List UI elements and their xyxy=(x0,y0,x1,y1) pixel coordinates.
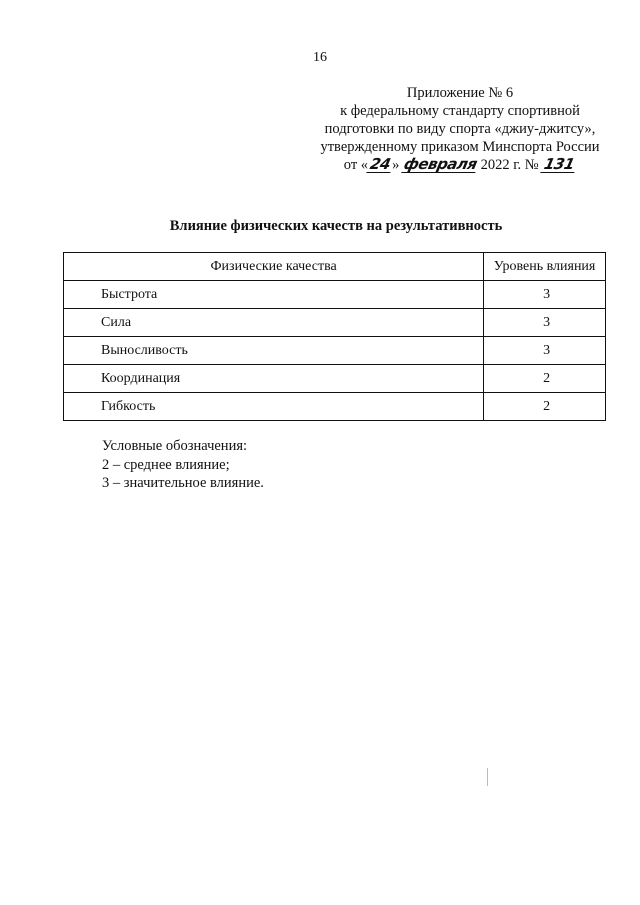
appendix-ref-line: утвержденному приказом Минспорта России xyxy=(320,139,600,155)
appendix-date-line xyxy=(300,156,620,174)
date-year: 2022 г. № xyxy=(480,157,539,173)
quality-cell: Сила xyxy=(64,309,484,337)
legend-heading: Условные обозначения: xyxy=(102,438,248,454)
quality-cell: Гибкость xyxy=(64,393,484,421)
date-prefix: от « xyxy=(343,157,369,173)
appendix-number: Приложение № 6 xyxy=(406,85,514,101)
table-row xyxy=(64,365,606,393)
level-cell: 3 xyxy=(484,309,606,337)
document-title: Влияние физических качеств на результативность xyxy=(169,218,503,234)
level-cell: 3 xyxy=(484,281,606,309)
table-row xyxy=(64,309,606,337)
page-number: 16 xyxy=(313,50,327,65)
handwritten-day: 24 xyxy=(366,157,393,173)
level-cell: 2 xyxy=(484,393,606,421)
handwritten-order-number: 131 xyxy=(541,157,578,173)
level-cell: 3 xyxy=(484,337,606,365)
table-row xyxy=(64,393,606,421)
qualities-table xyxy=(63,252,606,421)
level-cell: 2 xyxy=(484,365,606,393)
appendix-ref-line: к федеральному стандарту спортивной xyxy=(340,103,580,119)
table-row xyxy=(64,281,606,309)
scan-artifact xyxy=(487,768,488,786)
quality-cell: Быстрота xyxy=(64,281,484,309)
legend xyxy=(102,437,264,493)
appendix-header xyxy=(300,84,620,174)
column-header-level: Уровень влияния xyxy=(484,253,606,281)
date-separator: » xyxy=(392,157,400,173)
table-header-row xyxy=(64,253,606,281)
handwritten-month: февраля xyxy=(402,155,479,173)
quality-cell: Выносливость xyxy=(64,337,484,365)
legend-item: 3 – значительное влияние. xyxy=(102,475,264,491)
quality-cell: Координация xyxy=(64,365,484,393)
appendix-ref-line: подготовки по виду спорта «джиу-джитсу», xyxy=(324,121,596,137)
column-header-quality: Физические качества xyxy=(64,253,484,281)
legend-item: 2 – среднее влияние; xyxy=(102,456,230,473)
table-row xyxy=(64,337,606,365)
